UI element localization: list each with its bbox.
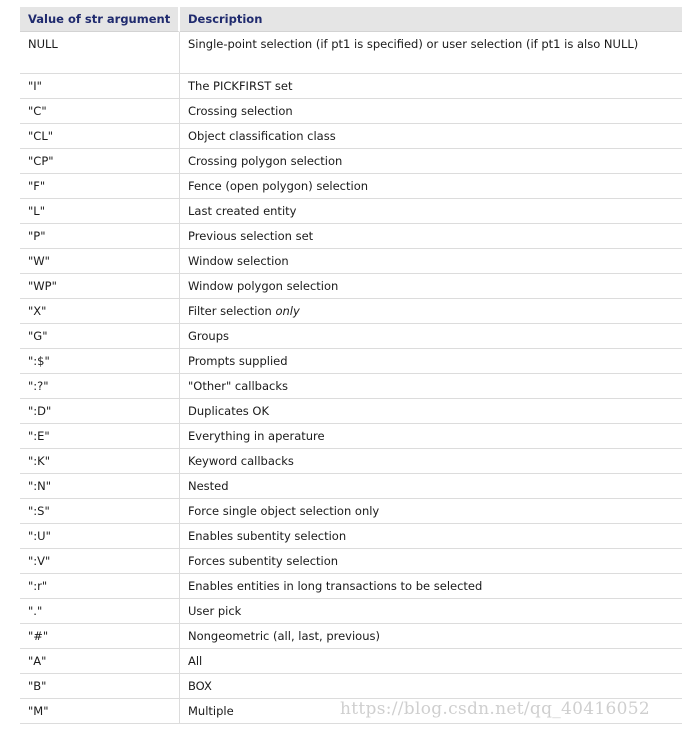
row-value-cell: "WP" [20, 274, 180, 299]
row-description-text: The PICKFIRST set [188, 79, 293, 93]
row-value-cell: NULL [20, 32, 180, 74]
table-row [20, 274, 682, 299]
row-value-cell: "I" [20, 74, 180, 99]
row-description-text: Enables subentity selection [188, 529, 347, 543]
table-row [20, 574, 682, 599]
row-value-cell: ":E" [20, 424, 180, 449]
table-row [20, 224, 682, 249]
row-description-cell [180, 299, 682, 324]
row-value-cell: "L" [20, 199, 180, 224]
table-row [20, 424, 682, 449]
table-row [20, 549, 682, 574]
row-value-cell: "#" [20, 624, 180, 649]
row-description-text: Groups [188, 329, 230, 343]
table-row [20, 299, 682, 324]
row-description-text: Prompts supplied [188, 354, 288, 368]
row-value-cell: "W" [20, 249, 180, 274]
row-description-cell [180, 124, 682, 149]
row-value-cell: "A" [20, 649, 180, 674]
row-description-text: Object classification class [188, 129, 336, 143]
table-row [20, 399, 682, 424]
row-description-text: Window polygon selection [188, 279, 339, 293]
row-description-text: Window selection [188, 254, 289, 268]
row-value-cell: "G" [20, 324, 180, 349]
watermark: https://blog.csdn.net/qq_40416052 [340, 699, 650, 719]
table-row [20, 599, 682, 624]
row-value-cell: ":r" [20, 574, 180, 599]
table-row [20, 349, 682, 374]
row-value-cell: "P" [20, 224, 180, 249]
row-description-cell [180, 624, 682, 649]
row-description-text: Nongeometric (all, last, previous) [188, 629, 380, 643]
row-description-text: Single-point selection (if pt1 is specified) or user selection (if pt1 is also NULL) [188, 37, 639, 51]
row-description-text: Last created entity [188, 204, 297, 218]
row-value-cell: ":$" [20, 349, 180, 374]
row-description-text: Nested [188, 479, 229, 493]
row-description-cell [180, 649, 682, 674]
table-row [20, 124, 682, 149]
table-row [20, 324, 682, 349]
table-row [20, 649, 682, 674]
row-description-cell [180, 174, 682, 199]
row-value-cell: ":D" [20, 399, 180, 424]
table-row [20, 624, 682, 649]
table-row [20, 474, 682, 499]
row-value-cell: "X" [20, 299, 180, 324]
row-description-cell [180, 199, 682, 224]
row-description-text: Forces subentity selection [188, 554, 339, 568]
row-value-cell: "B" [20, 674, 180, 699]
row-description-cell [180, 599, 682, 624]
table-row [20, 32, 682, 74]
table-row [20, 149, 682, 174]
row-value-cell: "CL" [20, 124, 180, 149]
row-value-cell: "." [20, 599, 180, 624]
row-description-cell [180, 32, 682, 74]
row-description-cell [180, 424, 682, 449]
row-description-cell [180, 99, 682, 124]
table-row [20, 74, 682, 99]
row-value-cell: ":?" [20, 374, 180, 399]
row-description-text: Crossing selection [188, 104, 293, 118]
table-row [20, 374, 682, 399]
row-description-cell [180, 249, 682, 274]
table-row [20, 199, 682, 224]
selection-options-table [20, 7, 682, 724]
row-description-text: Previous selection set [188, 229, 314, 243]
table-row [20, 174, 682, 199]
row-description-text: Everything in aperature [188, 429, 325, 443]
row-description-cell [180, 574, 682, 599]
table-row [20, 674, 682, 699]
row-description-text: Crossing polygon selection [188, 154, 343, 168]
row-description-text: Duplicates OK [188, 404, 270, 418]
row-value-cell: "M" [20, 699, 180, 724]
row-description-text: User pick [188, 604, 242, 618]
row-description-cell [180, 224, 682, 249]
row-description-text: Filter selection [188, 304, 272, 318]
row-description-text: Fence (open polygon) selection [188, 179, 369, 193]
row-description-text: Force single object selection only [188, 504, 380, 518]
row-description-cell [180, 274, 682, 299]
row-description-cell [180, 399, 682, 424]
row-value-cell: ":V" [20, 549, 180, 574]
row-description-cell [180, 149, 682, 174]
row-description-text: Enables entities in long transactions to be selected [188, 579, 483, 593]
row-description-cell [180, 449, 682, 474]
row-description-cell [180, 349, 682, 374]
row-description-text: BOX [188, 679, 212, 693]
row-value-cell: ":N" [20, 474, 180, 499]
row-description-cell [180, 474, 682, 499]
row-value-cell: "CP" [20, 149, 180, 174]
table-row [20, 99, 682, 124]
table-row [20, 249, 682, 274]
row-description-text: "Other" callbacks [188, 379, 288, 393]
row-description-cell [180, 549, 682, 574]
row-value-cell: "F" [20, 174, 180, 199]
row-description-cell [180, 674, 682, 699]
row-description-cell [180, 324, 682, 349]
row-value-cell: ":S" [20, 499, 180, 524]
table-row [20, 524, 682, 549]
row-description-text: Multiple [188, 704, 234, 718]
row-description-cell [180, 524, 682, 549]
table-row [20, 499, 682, 524]
table-row [20, 449, 682, 474]
row-description-emphasis: only [275, 304, 300, 318]
table-header-row [20, 7, 682, 32]
header-value-column: Value of str argument [20, 7, 180, 32]
row-value-cell: ":U" [20, 524, 180, 549]
row-description-cell [180, 74, 682, 99]
row-description-text: Keyword callbacks [188, 454, 294, 468]
row-value-cell: "C" [20, 99, 180, 124]
row-value-cell: ":K" [20, 449, 180, 474]
header-description-column: Description [180, 7, 682, 32]
table-body [20, 32, 682, 724]
row-description-cell [180, 499, 682, 524]
row-description-cell [180, 374, 682, 399]
row-description-text: All [188, 654, 203, 668]
